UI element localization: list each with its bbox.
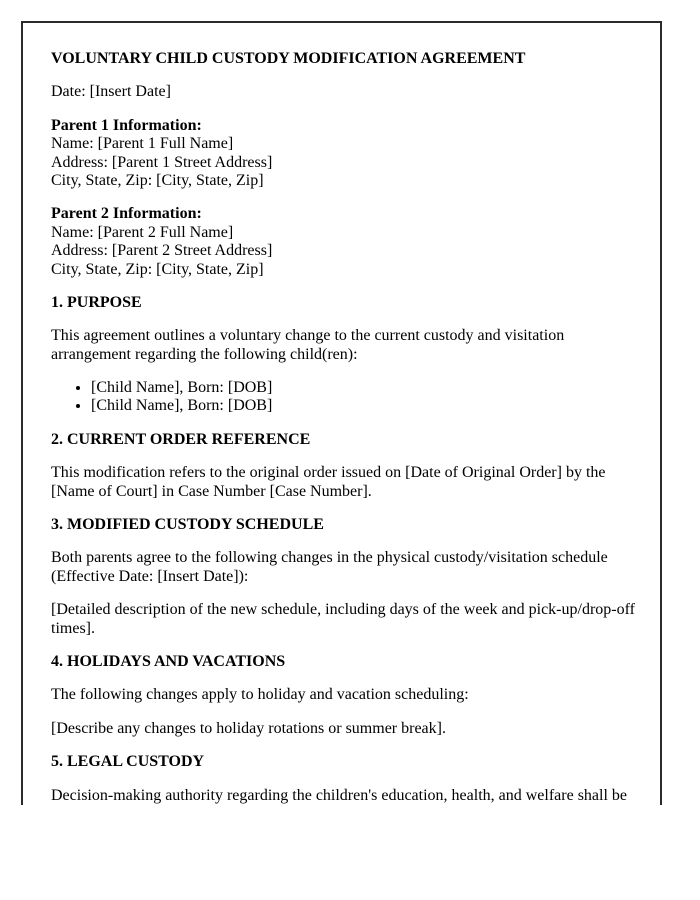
holidays-description-placeholder: [Describe any changes to holiday rotations or summer break]. — [51, 719, 446, 737]
section-heading-legal-custody: 5. LEGAL CUSTODY — [51, 753, 205, 771]
children-list — [51, 379, 647, 416]
parent1-city-state-zip-line: City, State, Zip: [City, State, Zip] — [51, 171, 264, 189]
parent2-heading: Parent 2 Information: — [51, 205, 202, 223]
holidays-paragraph: The following changes apply to holiday and vacation scheduling: — [51, 686, 469, 704]
section-heading-holidays-vacations: 4. HOLIDAYS AND VACATIONS — [51, 652, 286, 670]
parent1-heading: Parent 1 Information: — [51, 116, 202, 134]
child-list-item: • [Child Name], Born: [DOB] — [91, 397, 647, 415]
parent1-address-line: Address: [Parent 1 Street Address] — [51, 153, 273, 171]
document-title: VOLUNTARY CHILD CUSTODY MODIFICATION AGREEMENT — [51, 50, 526, 67]
purpose-paragraph: This agreement outlines a voluntary change to the current custody and visitation arrangement regarding the following child(ren): — [51, 327, 565, 363]
legal-custody-paragraph-clipped: Decision-making authority regarding the children's education, health, and welfare shall be — [51, 786, 628, 804]
parent2-city-state-zip-line: City, State, Zip: [City, State, Zip] — [51, 260, 264, 278]
parent2-name-line: Name: [Parent 2 Full Name] — [51, 223, 234, 241]
parent2-address-line: Address: [Parent 2 Street Address] — [51, 242, 273, 260]
section-heading-purpose: 1. PURPOSE — [51, 293, 142, 311]
parent2-info-block — [51, 205, 647, 279]
agreement-document — [21, 21, 662, 805]
child-list-item: • [Child Name], Born: [DOB] — [91, 379, 647, 397]
schedule-paragraph: Both parents agree to the following changes in the physical custody/visitation schedule (Effective Date: [Insert Date]): — [51, 549, 608, 585]
date-line: Date: [Insert Date] — [51, 83, 171, 101]
schedule-description-placeholder: [Detailed description of the new schedule, including days of the week and pick-up/drop-off times]. — [51, 601, 635, 637]
current-order-paragraph: This modification refers to the original order issued on [Date of Original Order] by the [Name of Court] in Case Number [Case Number]. — [51, 464, 606, 500]
parent1-info-block — [51, 117, 647, 191]
section-heading-modified-custody-schedule: 3. MODIFIED CUSTODY SCHEDULE — [51, 516, 324, 534]
parent1-name-line: Name: [Parent 1 Full Name] — [51, 135, 234, 153]
section-heading-current-order-reference: 2. CURRENT ORDER REFERENCE — [51, 430, 311, 448]
